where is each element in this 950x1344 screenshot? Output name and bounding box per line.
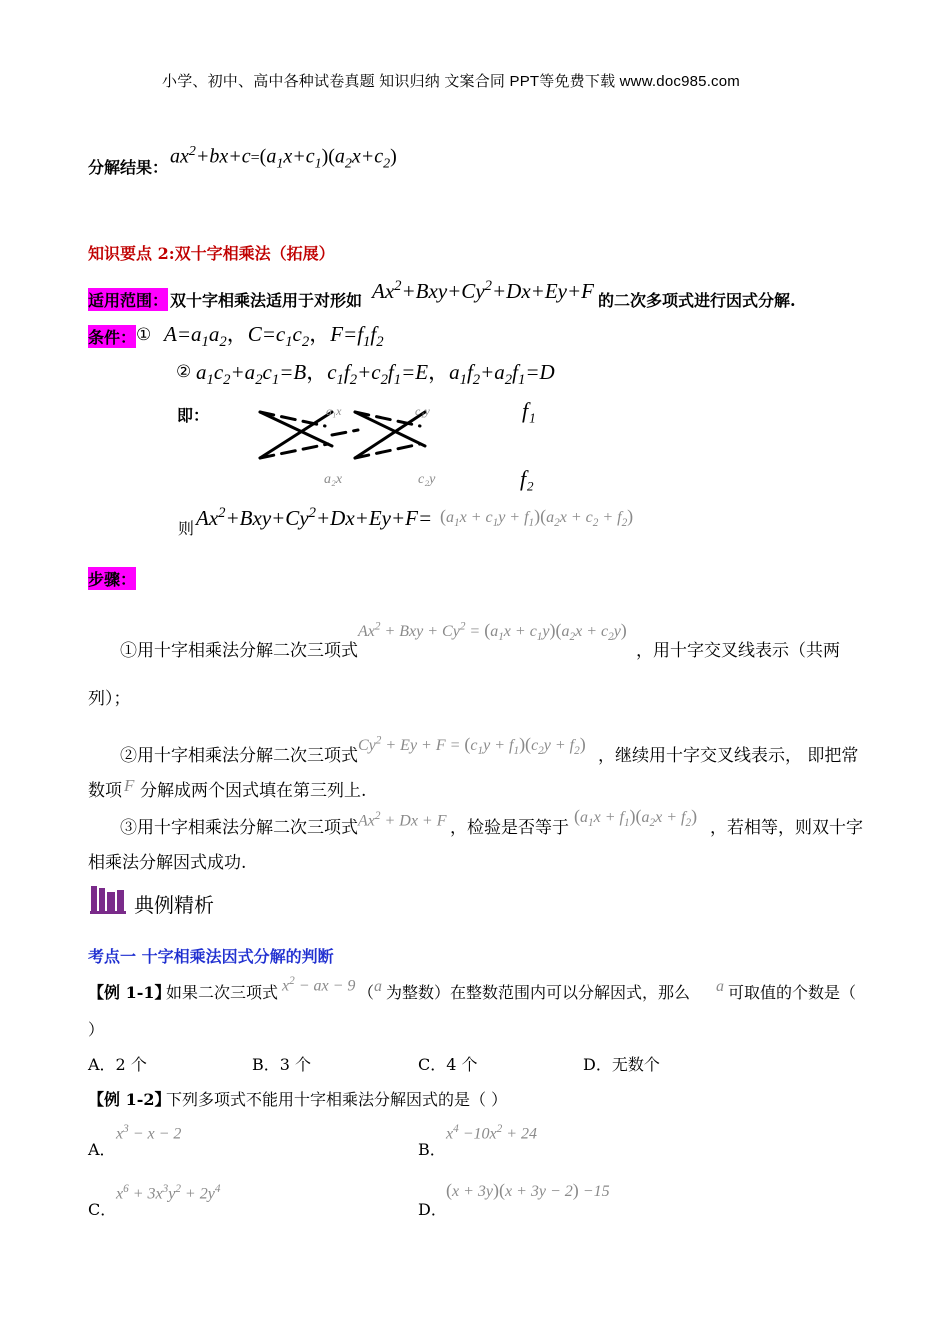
diagram-t4: c₂y [418,472,436,487]
kp2-title: 知识要点 2:双十字相乘法（拓展） [88,244,335,263]
diagram-t1: a₁x [326,404,342,418]
ex12-formula-a: $x^3 - x - 2$ [116,1123,182,1143]
ex12-formula-c: $x^6 + 3x^3y^2 + 2y^4$ [116,1183,221,1203]
step1-formula: $Ax^2$ + Bxy + $Cy^2 = (a_1x + c_1y)(a_2x + c_2y)$ [358,620,627,644]
ex11-a1: a [374,978,382,995]
ex12-option-b: B． [418,1140,446,1159]
diagram-f2: f₂ [520,466,534,491]
step1-b: ，用十字交叉线表示（共两 [636,641,840,661]
step3-b: ，检验是否等于 [450,818,569,838]
ex11-a2: a [716,978,724,995]
ex11-formula: $x^2$ − ax − 9 [282,975,356,995]
step3-formula-1: $Ax^2 + Dx + F$ [358,810,447,830]
ex12-text: 下列多项式不能用十字相乘法分解因式的是（ ） [166,1090,508,1109]
ex11-option-b: B．3 个 [252,1055,312,1074]
step3-c: ，若相等，则双十字 [710,818,863,838]
cond-formula-1: $A=a_1a_2$，$C=c_1c_2$，$F=f_1f_2$ [164,322,384,351]
diagram-f1: f₁ [522,398,536,423]
section-title: 典例精析 [134,893,214,917]
step1-a: ①用十字相乘法分解二次三项式 [120,641,358,661]
ex12-option-d: D． [418,1200,447,1219]
step2-a: ②用十字相乘法分解二次三项式 [120,746,358,766]
books-icon [90,884,126,914]
ex11-text3: 为整数）在整数范围内可以分解因式，那么 [386,983,691,1002]
ex12-label: 【例 1-2】 [88,1090,171,1109]
ex11-option-c: C．4 个 [418,1055,478,1074]
cond-label: 条件： [88,325,136,348]
step2-F: F [124,776,135,795]
ex11-text1: 如果二次三项式 [166,983,279,1002]
ex11-text4: 可取值的个数是（ [728,983,857,1002]
diagram-t2: c₁y [415,404,430,418]
ex12-option-a: A． [88,1140,116,1159]
ze-formula-right: $(a_1x + c_1y + f_1)(a_2x + c_2 + f_2)$ [440,506,634,530]
step3-formula-2: $(a_1x + f_1)(a_2x + f_2)$ [574,806,698,830]
ze-formula-left: $Ax^2+Bxy+Cy^2+Dx+Ey+F=$ [196,505,433,530]
scope-pre: 双十字相乘法适用于对形如 [170,291,363,310]
step2-d: 分解成两个因式填在第三列上. [140,781,367,801]
dash-line-4 [355,412,420,426]
ex11-option-a: A．2 个 [88,1055,147,1074]
step2-formula: $Cy^2 + Ey + F = (c_1y + f_1)(c_2y + f_2)$ [358,734,586,758]
ze-label: 则 [178,519,195,538]
result-label: 分解结果： [88,158,169,177]
steps-label: 步骤： [88,567,136,590]
step3-d: 相乘法分解因式成功. [88,853,247,873]
result-formula: $ax^2+bx+c=(a_1x+c_1)(a_2x+c_2)$ [170,144,397,172]
step1-c: 列）； [88,689,131,709]
ex11-text2: （ [358,983,375,1002]
step3-a: ③用十字相乘法分解二次三项式 [120,818,358,838]
ex12-formula-b: $x^4 -10x^2 + 24$ [446,1123,537,1143]
ex12-option-c: C． [88,1200,117,1219]
diagram-t3: a₂x [324,472,343,487]
ji-label: 即： [177,406,210,425]
ex11-option-d: D．无数个 [583,1055,660,1074]
step2-b: ，继续用十字交叉线表示， 即把常 [598,746,859,766]
scope-formula: $Ax^2+Bxy+Cy^2+Dx+Ey+F$ [372,278,594,303]
ex11-label: 【例 1-1】 [88,983,171,1002]
step2-c: 数项 [88,781,122,801]
dash-line-3 [332,430,358,435]
ex11-close: ） [88,1020,105,1039]
dash-line-1 [260,412,325,426]
cross-line-2 [260,412,332,446]
cond-formula-2: $a_1c_2+a_2c_1=B$，$c_1f_2+c_2f_1=E$，$a_1f_2+a_2f_1=D$ [196,360,555,389]
page-header: 小学、初中、高中各种试卷真题 知识归纳 文案合同 PPT等免费下载 www.doc985.com [162,73,740,90]
kd1-title: 考点一 十字相乘法因式分解的判断 [88,947,334,966]
scope-label: 适用范围： [88,288,168,311]
scope-post: 的二次多项式进行因式分解. [598,291,796,310]
cond-n1: ① [136,325,152,345]
cond-n2: ② [176,362,192,382]
ex12-formula-d: (x + 3y)(x + 3y − 2) −15 [446,1180,610,1200]
